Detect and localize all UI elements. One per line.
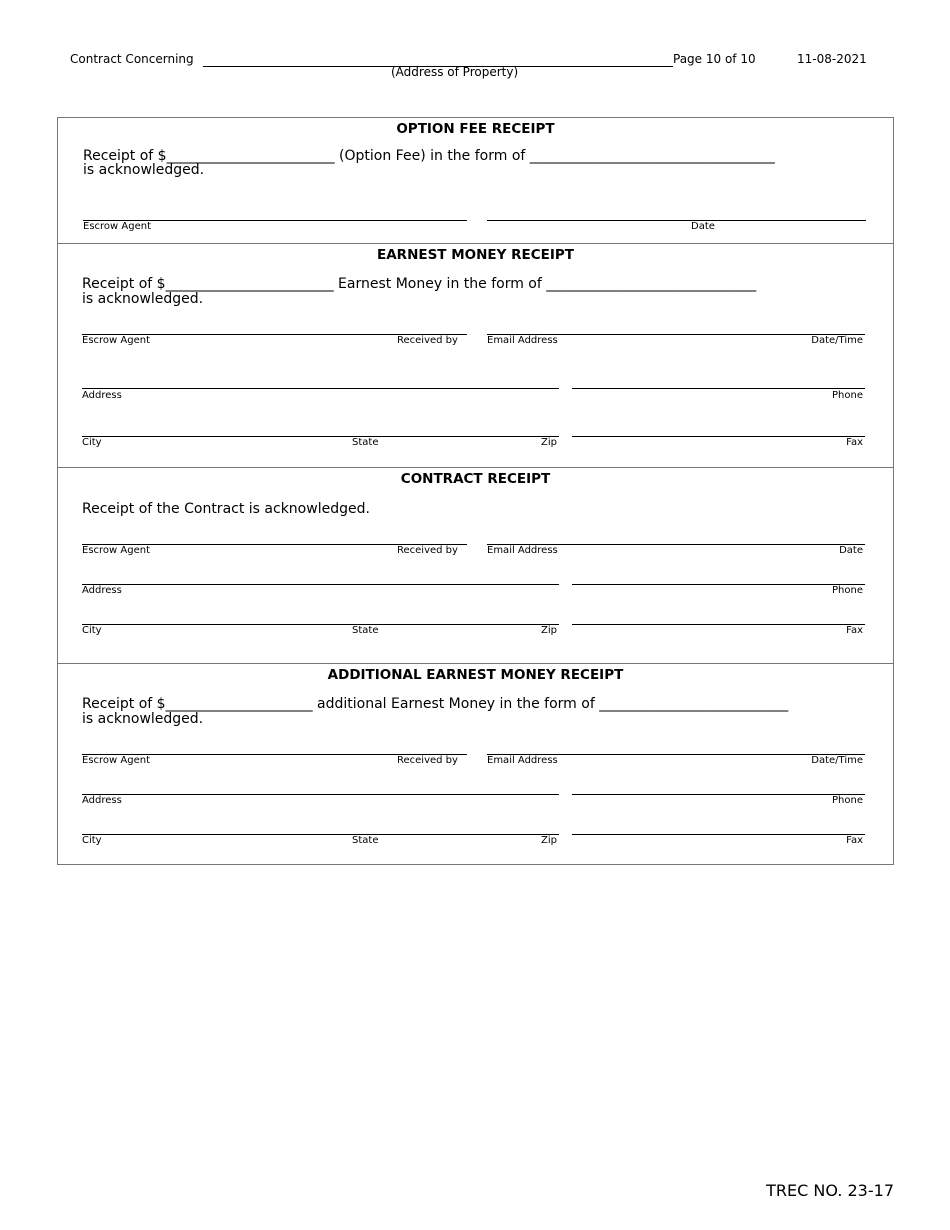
contract-receipt-text: Receipt of the Contract is acknowledged.	[82, 501, 370, 517]
received-by-caption: Received by	[397, 755, 458, 766]
email-caption: Email Address	[487, 335, 558, 346]
section-title: EARNEST MONEY RECEIPT	[377, 247, 574, 263]
form-number: TREC NO. 23-17	[766, 1181, 894, 1200]
section-title: ADDITIONAL EARNEST MONEY RECEIPT	[327, 667, 624, 683]
date-line[interactable]	[487, 220, 866, 221]
address-caption: Address	[82, 795, 122, 806]
city-caption: City	[82, 437, 102, 448]
email-caption: Email Address	[487, 755, 558, 766]
received-by-caption: Received by	[397, 335, 458, 346]
option-fee-receipt-section	[57, 117, 894, 244]
state-caption: State	[352, 625, 379, 636]
additional-earnest-money-receipt-text: Receipt of $_____________________ additional Earnest Money in the form of ___________________________	[82, 696, 789, 712]
date-caption: Date	[691, 221, 715, 232]
address-line[interactable]	[82, 584, 559, 585]
zip-caption: Zip	[541, 835, 557, 846]
received-by-caption: Received by	[397, 545, 458, 556]
escrow-agent-caption: Escrow Agent	[82, 335, 150, 346]
option-fee-receipt-text: Receipt of $________________________ (Option Fee) in the form of ___________________________________	[83, 148, 775, 164]
page-number: Page 10 of 10	[673, 52, 756, 66]
additional-earnest-money-receipt-section	[57, 663, 894, 865]
address-caption: (Address of Property)	[391, 65, 519, 79]
datetime-caption: Date/Time	[811, 755, 863, 766]
zip-caption: Zip	[541, 625, 557, 636]
zip-caption: Zip	[541, 437, 557, 448]
phone-caption: Phone	[832, 585, 863, 596]
acknowledged-text: is acknowledged.	[82, 711, 204, 727]
acknowledged-text: is acknowledged.	[82, 291, 204, 307]
form-date: 11-08-2021	[797, 52, 867, 66]
acknowledged-text: is acknowledged.	[83, 162, 205, 178]
city-state-zip-line[interactable]	[82, 624, 559, 625]
address-line[interactable]	[82, 388, 559, 389]
address-caption: Address	[82, 390, 122, 401]
escrow-agent-caption: Escrow Agent	[82, 755, 150, 766]
earnest-money-receipt-section	[57, 243, 894, 468]
email-caption: Email Address	[487, 545, 558, 556]
city-state-zip-line[interactable]	[82, 834, 559, 835]
contract-concerning-label: Contract Concerning	[70, 52, 194, 66]
phone-line[interactable]	[572, 388, 865, 389]
escrow-agent-caption: Escrow Agent	[83, 221, 151, 232]
phone-caption: Phone	[832, 390, 863, 401]
date-caption: Date	[839, 545, 863, 556]
city-state-zip-line[interactable]	[82, 436, 559, 437]
contract-receipt-section	[57, 467, 894, 664]
fax-caption: Fax	[846, 835, 863, 846]
state-caption: State	[352, 835, 379, 846]
city-caption: City	[82, 625, 102, 636]
escrow-agent-caption: Escrow Agent	[82, 545, 150, 556]
fax-caption: Fax	[846, 625, 863, 636]
address-line[interactable]	[82, 794, 559, 795]
section-title: CONTRACT RECEIPT	[400, 471, 551, 487]
state-caption: State	[352, 437, 379, 448]
phone-caption: Phone	[832, 795, 863, 806]
datetime-caption: Date/Time	[811, 335, 863, 346]
earnest-money-receipt-text: Receipt of $________________________ Earnest Money in the form of ______________________________	[82, 276, 757, 292]
address-caption: Address	[82, 585, 122, 596]
fax-caption: Fax	[846, 437, 863, 448]
section-title: OPTION FEE RECEIPT	[396, 121, 555, 137]
city-caption: City	[82, 835, 102, 846]
